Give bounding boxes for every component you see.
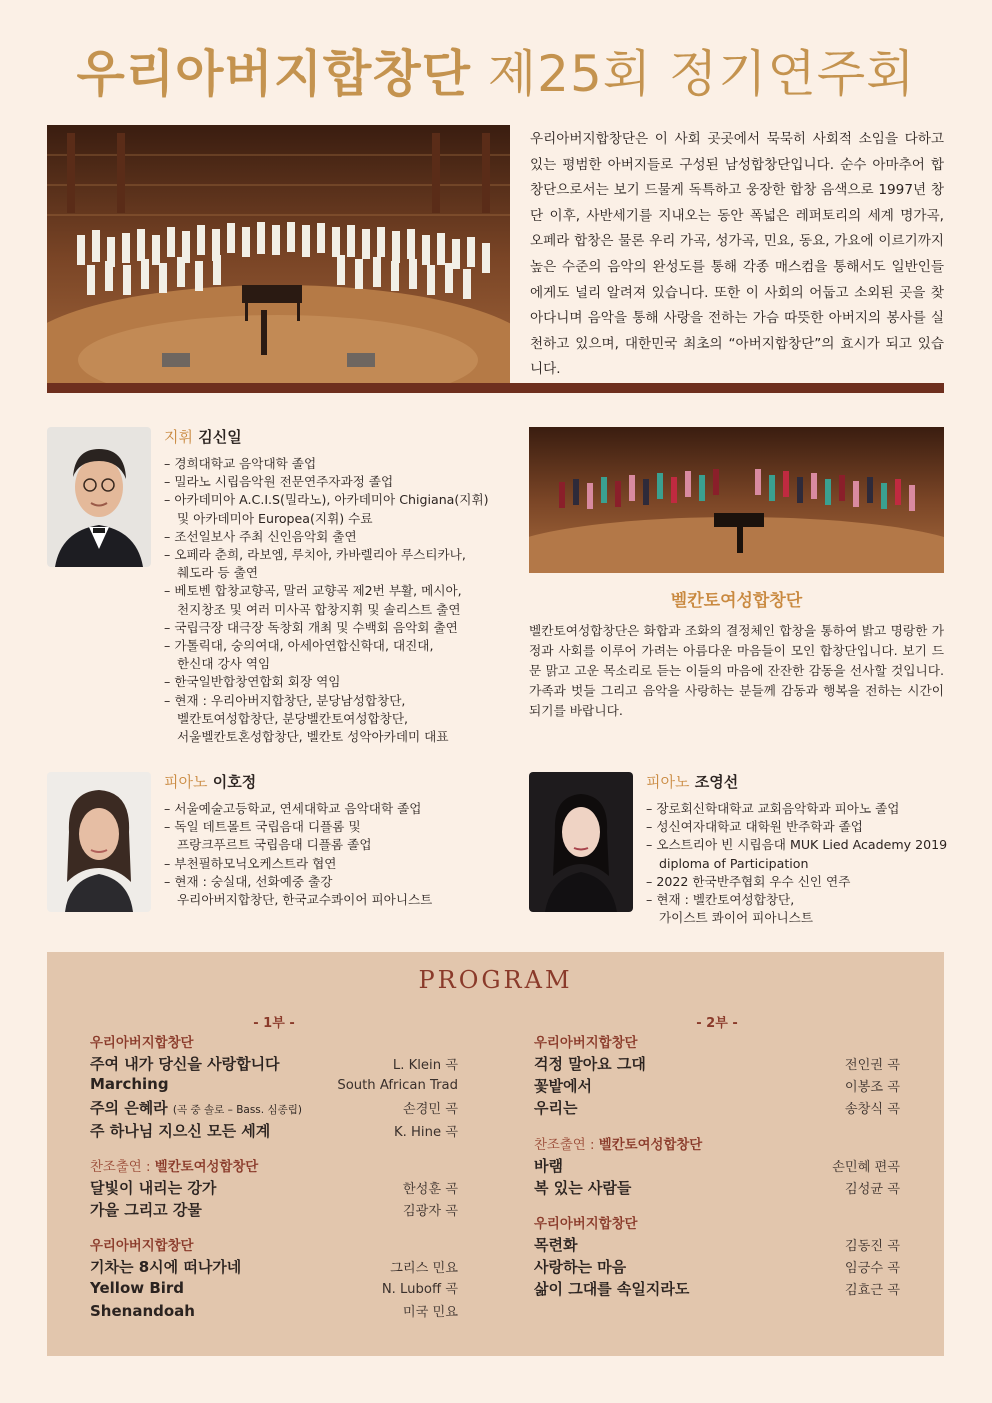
song-title: 꽃밭에서 (534, 1077, 592, 1096)
song-title-wrap (534, 1234, 577, 1255)
song-title: 기차는 8시에 떠나가네 (90, 1258, 242, 1277)
pianist1-heading (164, 771, 256, 792)
bio-item: – 현재 : 숭실대, 선화예중 출강 우리아버지합창단, 한국교수콰이어 피아니스트 (164, 873, 504, 909)
conductor-name: 김신일 (198, 428, 242, 446)
song-title-wrap (534, 1053, 646, 1074)
song-title-wrap (90, 1279, 184, 1297)
pianist2-heading (646, 771, 738, 792)
bio-item: – 국립극장 대극장 독창회 개최 및 수백회 음악회 출연 (164, 619, 514, 637)
song-note: (곡 중 솔로 – Bass. 심종립) (172, 1104, 302, 1117)
women-choir-photo (529, 427, 944, 573)
program-group-title (90, 1032, 458, 1051)
bio-item: – 오스트리아 빈 시립음대 MUK Lied Academy 2019 diploma of Participation (646, 836, 966, 872)
program-group-title (534, 1134, 900, 1153)
composer: 손경민 곡 (402, 1102, 458, 1118)
group-name: 벨칸토여성합창단 (598, 1137, 703, 1153)
composer: 김효근 곡 (844, 1283, 900, 1299)
composer: N. Luboff 곡 (381, 1282, 458, 1298)
program-title: PROGRAM (418, 966, 573, 994)
program-row (90, 1120, 458, 1142)
composer: 미국 민요 (402, 1304, 458, 1320)
program-row (534, 1053, 900, 1075)
song-title: 복 있는 사람들 (534, 1178, 632, 1197)
song-title: 바램 (534, 1156, 563, 1175)
song-title-wrap (90, 1097, 302, 1118)
conductor-role: 지휘 (164, 428, 193, 446)
song-title-wrap (90, 1199, 202, 1220)
composer: 이봉조 곡 (844, 1080, 900, 1096)
program-group-title (534, 1213, 900, 1232)
song-title: 주 하나님 지으신 모든 세계 (90, 1121, 271, 1140)
composer: South African Trad (337, 1078, 458, 1094)
bio-item: – 현재 : 벨칸토여성합창단, 가이스트 콰이어 피아니스트 (646, 891, 966, 927)
pianist1-role: 피아노 (164, 773, 208, 791)
group-name: 벨칸토여성합창단 (154, 1159, 259, 1175)
belcanto-description: 벨칸토여성합창단은 화합과 조화의 결정체인 합창을 통하여 밝고 명랑한 가정과 사회를 이루어 가려는 아름다운 마음들이 모인 합창단입니다. 보기 드문 맑고 고운 목소리로 듣는 이들의 마음에 잔잔한 감동을 선사할 것입니다. 가족과 벗들 그리고 음악을 사랑하는 분들께 감동과 행복을 전하는 시간이 되기를 바랍니다. (529, 623, 944, 718)
belcanto-title: 벨칸토여성합창단 (670, 591, 803, 611)
intro-text: 우리아버지합창단은 이 사회 곳곳에서 묵묵히 사회적 소임을 다하고 있는 평범한 아버지들로 구성된 남성합창단입니다. 순수 아마추어 합창단으로서는 보기 드물게 독특하고 웅장한 합창 음색으로 1997년 창단 이후, 사반세기를 지내오는 동안 폭넓은 레퍼토리의 세계 명가곡, 오페라 합창은 물론 우리 가곡, 성가곡, 민요, 동요, 가요에 이르기까지 높은 수준의 음악의 완성도를 통해 각종 매스컴을 통해서도 일반인들에게도 널리 알려져 있습니다. 또한 이 사회의 어둡고 소외된 곳을 찾아다니며 음악을 통해 사랑을 전하는 가슴 따뜻한 아버지의 봉사를 실천하고 있으며, 대한민국 최초의 “아버지합창단”의 효시가 되고 있습니다. (530, 131, 944, 378)
composer: 그리스 민요 (390, 1261, 458, 1277)
program-group-title (534, 1032, 900, 1051)
pianist1-bio (164, 800, 504, 909)
title-main: 우리아버지합창단 (76, 45, 471, 103)
bio-item: – 현재 : 우리아버지합창단, 분당남성합창단, 벨칸토여성합창단, 분당벨칸토여성합창단, 서울벨칸토혼성합창단, 벨칸토 성악아카데미 대표 (164, 692, 514, 747)
pianist2-name: 조영선 (694, 773, 739, 791)
title-sub: 제25회 정기연주회 (487, 45, 916, 103)
group-name: 우리아버지합창단 (90, 1239, 194, 1255)
composer: 송창식 곡 (844, 1102, 900, 1118)
song-title-wrap (90, 1302, 195, 1320)
bio-item: – 아카데미아 A.C.I.S(밀라노), 아카데미아 Chigiana(지휘) 및 아카데미아 Europea(지휘) 수료 (164, 491, 514, 527)
bio-item: – 성신여자대학교 대학원 반주학과 졸업 (646, 818, 966, 836)
song-title-wrap (90, 1075, 169, 1093)
bio-item: – 서울예술고등학교, 연세대학교 음악대학 졸업 (164, 800, 504, 818)
part1-list (90, 1032, 458, 1323)
song-title: 걱정 말아요 그대 (534, 1055, 646, 1073)
composer: 한성훈 곡 (402, 1181, 458, 1197)
composer: 전인권 곡 (844, 1058, 900, 1073)
program-row (90, 1097, 458, 1119)
part2-list (534, 1032, 900, 1301)
program-row (534, 1278, 900, 1300)
song-title: 목련화 (534, 1235, 578, 1254)
bio-item: – 베토벤 합창교향곡, 말러 교향곡 제2번 부활, 메시아, 천지창조 및 여러 미사곡 합창지휘 및 솔리스트 출연 (164, 582, 514, 618)
program-row (534, 1177, 900, 1199)
bio-item: – 가톨릭대, 숭의여대, 아세아연합신학대, 대진대, 한신대 강사 역임 (164, 637, 514, 673)
song-title: 가을 그리고 강물 (90, 1200, 202, 1219)
song-title-wrap (534, 1075, 592, 1096)
composer: 임긍수 곡 (844, 1261, 900, 1277)
pianist1-photo (47, 772, 151, 912)
group-prefix: 찬조출연 : (534, 1137, 599, 1153)
group-name: 우리아버지합창단 (534, 1216, 638, 1232)
composer: 김동진 곡 (844, 1238, 900, 1254)
group-name: 우리아버지합창단 (90, 1036, 194, 1051)
song-title-wrap (534, 1097, 577, 1118)
program-group-title (90, 1235, 458, 1254)
song-title-wrap (534, 1256, 626, 1277)
bio-item: – 경희대학교 음악대학 졸업 (164, 455, 514, 473)
song-title-wrap (534, 1155, 563, 1176)
song-title-wrap (90, 1177, 216, 1198)
program-row (90, 1177, 458, 1199)
bio-item: – 조선일보사 주최 신인음악회 출연 (164, 528, 514, 546)
song-title: 주여 내가 당신을 사랑합니다 (90, 1055, 280, 1073)
bio-item: – 밀라노 시립음악원 전문연주자과정 졸업 (164, 473, 514, 491)
divider-bar (47, 383, 944, 393)
song-title-wrap (90, 1256, 241, 1277)
program-row (534, 1075, 900, 1097)
pianist2-photo (529, 772, 633, 912)
page-title (0, 34, 992, 106)
composer: 김성균 곡 (844, 1181, 900, 1197)
song-title: 사랑하는 마음 (534, 1258, 627, 1277)
song-title: Marching (90, 1075, 169, 1094)
song-title: 삶이 그대를 속일지라도 (534, 1280, 690, 1299)
pianist1-name: 이호정 (212, 773, 257, 791)
pianist2-role: 피아노 (646, 773, 690, 791)
conductor-heading (164, 426, 242, 447)
song-title: 달빛이 내리는 강가 (90, 1178, 217, 1197)
song-title: 우리는 (534, 1099, 578, 1118)
program-row (534, 1256, 900, 1278)
bio-item: – 독일 데트몰트 국립음대 디플롬 및 프랑크푸르트 국립음대 디플롬 졸업 (164, 818, 504, 854)
program-row (90, 1053, 458, 1075)
program-row (90, 1199, 458, 1221)
song-title: Yellow Bird (90, 1279, 185, 1298)
program-group-title (90, 1156, 458, 1175)
composer: K. Hine 곡 (393, 1124, 458, 1140)
bio-item: – 장로회신학대학교 교회음악학과 피아노 졸업 (646, 800, 966, 818)
song-title: Shenandoah (90, 1301, 195, 1320)
program-row (90, 1256, 458, 1278)
program-row (90, 1301, 458, 1323)
bio-item: – 2022 한국반주협회 우수 신인 연주 (646, 873, 966, 891)
bio-item: – 한국일반합창연합회 회장 역임 (164, 673, 514, 691)
conductor-photo (47, 427, 151, 567)
song-title-wrap (534, 1278, 689, 1299)
program-row (534, 1234, 900, 1256)
group-name: 우리아버지합창단 (534, 1036, 638, 1051)
men-choir-photo (47, 125, 510, 393)
part2-label: - 2부 - (696, 1016, 738, 1031)
program-row (90, 1075, 458, 1097)
song-title-wrap (90, 1120, 270, 1141)
program-box (47, 952, 944, 1356)
composer: L. Klein 곡 (392, 1058, 458, 1073)
part1-label: - 1부 - (253, 1016, 295, 1031)
composer: 손민혜 편곡 (832, 1159, 900, 1175)
pianist2-bio (646, 800, 966, 927)
program-row (534, 1155, 900, 1177)
program-row (534, 1097, 900, 1119)
bio-item: – 오페라 춘희, 라보엠, 루치아, 카바렐리아 루스티카나, 췌도라 등 출연 (164, 546, 514, 582)
song-title: 주의 은혜라 (90, 1099, 168, 1118)
group-prefix: 찬조출연 : (90, 1159, 155, 1175)
composer: 김광자 곡 (402, 1203, 458, 1219)
program-row (90, 1278, 458, 1300)
song-title-wrap (534, 1177, 631, 1198)
bio-item: – 부천필하모닉오케스트라 협연 (164, 855, 504, 873)
conductor-bio (164, 455, 514, 746)
song-title-wrap (90, 1053, 280, 1074)
